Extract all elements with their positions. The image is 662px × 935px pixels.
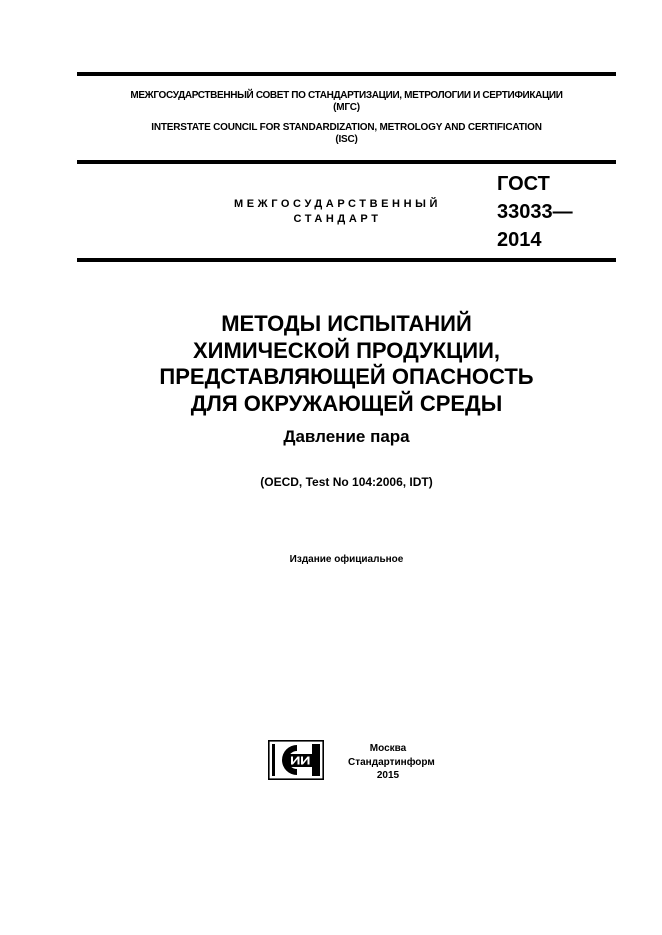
edition-note: Издание официальное <box>289 554 404 565</box>
publisher-city: Москва <box>369 743 407 754</box>
publisher-year: 2015 <box>376 770 400 781</box>
title-line1: МЕТОДЫ ИСПЫТАНИЙ <box>221 311 472 336</box>
council-ru-line: МЕЖГОСУДАРСТВЕННЫЙ СОВЕТ ПО СТАНДАРТИЗАЦИИ, МЕТРОЛОГИИ И СЕРТИФИКАЦИИ <box>130 90 563 101</box>
gost-line1: ГОСТ <box>497 173 550 195</box>
publisher-name: Стандартинформ <box>348 756 435 768</box>
document-subtitle: Давление пара <box>283 427 410 446</box>
title-line4: ДЛЯ ОКРУЖАЮЩЕЙ СРЕДЫ <box>190 390 503 416</box>
top-rule <box>77 72 616 76</box>
council-ru-abbr: (МГС) <box>333 102 360 113</box>
document-title <box>77 311 616 417</box>
bottom-rule <box>77 258 616 262</box>
council-en-line: INTERSTATE COUNCIL FOR STANDARDIZATION, METROLOGY AND CERTIFICATION <box>151 122 542 133</box>
standard-label-line2: СТАНДАРТ <box>293 213 382 225</box>
title-line2: ХИМИЧЕСКОЙ ПРОДУКЦИИ, <box>193 337 500 363</box>
council-name-ru <box>77 90 616 114</box>
council-en-abbr: (ISC) <box>335 134 358 145</box>
middle-rule <box>77 160 616 164</box>
standard-type-label <box>200 197 475 227</box>
gost-line3: 2014 <box>497 229 542 251</box>
title-line3: ПРЕДСТАВЛЯЮЩЕЙ ОПАСНОСТЬ <box>159 364 534 389</box>
oecd-reference: (OECD, Test No 104:2006, IDT) <box>260 475 433 489</box>
council-name-en <box>77 122 616 146</box>
standartinform-logo-icon <box>268 740 324 780</box>
standard-label-line1: МЕЖГОСУДАРСТВЕННЫЙ <box>233 198 442 210</box>
gost-designation <box>497 170 612 254</box>
gost-line2: 33033— <box>497 201 573 223</box>
publisher-block <box>348 742 435 783</box>
